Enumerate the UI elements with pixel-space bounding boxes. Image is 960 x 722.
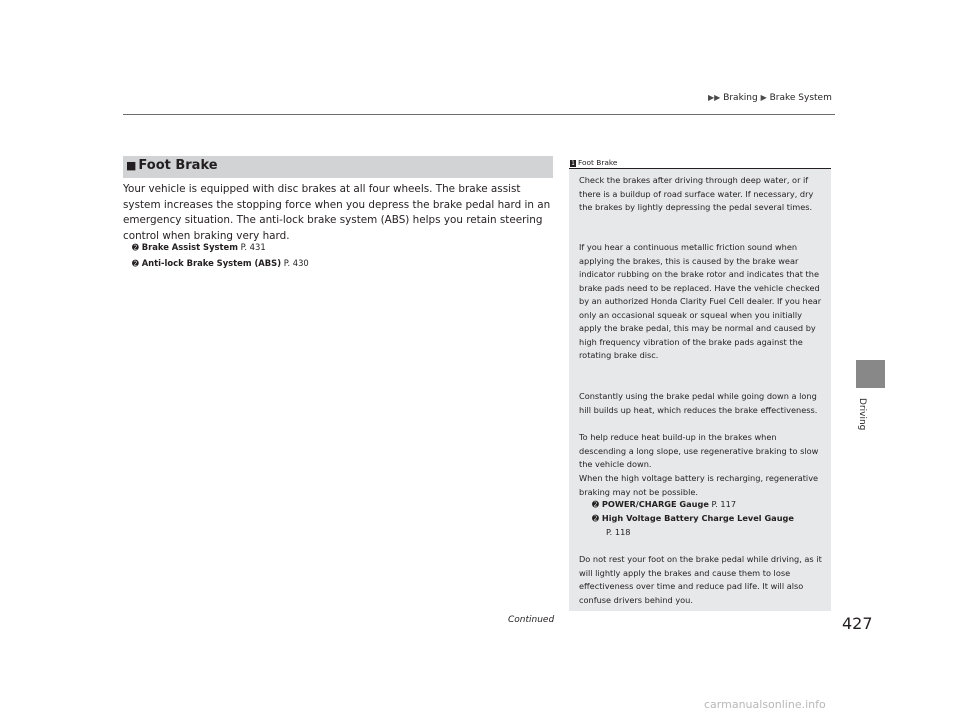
header-divider [123,114,835,115]
xref-abs[interactable] [132,258,309,268]
xref-page: P. 431 [240,242,266,252]
note-title-text: Foot Brake [578,158,618,167]
breadcrumb-arrow-icon: ▶▶ [708,93,721,102]
note-paragraph-2: If you hear a continuous metallic friction sound when applying the brakes, this is caused by the brake wear indicator rubbing on the brake rotor and indicates that the brake pads need to be replaced. Have the vehicle checked by an authorized Honda Clarity Fuel Cell dealer. If you hear only an occasional squeak or squeal when you initially apply the brake pedal, this may be normal and caused by high frequency vibration of the brake pads against the rotating brake disc. [579,242,822,360]
note-xref-battery-gauge[interactable] [592,513,794,523]
xref-arrow-icon: ➋ [132,243,139,252]
xref-arrow-icon: ➋ [592,513,599,523]
note-paragraph-3: Constantly using the brake pedal while going down a long hill builds up heat, which reduces the brake effectiveness. [579,391,818,415]
xref-label: Anti-lock Brake System (ABS) [141,258,282,268]
chapter-tab-marker [856,360,885,388]
note-paragraph-4: To help reduce heat build-up in the brakes when descending a long slope, use regenerative braking to slow the vehicle down. [579,432,819,469]
breadcrumb-item-braking[interactable]: Braking [723,93,758,103]
note-xref-battery-gauge-page[interactable]: P. 118 [606,527,631,537]
xref-brake-assist[interactable] [132,242,266,252]
page-number: 427 [842,614,873,633]
xref-label: Brake Assist System [141,242,238,252]
breadcrumb-item-brake-system[interactable]: Brake System [769,93,832,103]
section-title [126,158,218,173]
watermark: carmanualsonline.info [704,698,826,711]
note-marker-icon: 1 [571,160,575,167]
xref-page: P. 430 [283,258,309,268]
xref-arrow-icon: ➋ [132,259,139,268]
note-xref-power-gauge[interactable] [592,499,736,509]
note-paragraph-5: When the high voltage battery is recharging, regenerative braking may not be possible. [579,473,819,497]
section-title-text: Foot Brake [138,158,218,173]
breadcrumb [708,93,832,103]
xref-arrow-icon: ➋ [592,499,599,509]
continued-label: Continued [508,615,555,625]
xref-label: High Voltage Battery Charge Level Gauge [601,513,794,523]
note-title [570,158,617,167]
note-paragraph-1: Check the brakes after driving through deep water, or if there is a buildup of road surface water. If necessary, dry the brakes by lightly depressing the pedal several times. [579,175,814,212]
xref-label: POWER/CHARGE Gauge [601,499,709,509]
section-square-icon: ■ [126,159,137,172]
note-paragraph-6: Do not rest your foot on the brake pedal while driving, as it will lightly apply the brakes and cause them to lose effectiveness over time and reduce pad life. It will also confuse drivers behind you. [579,554,822,605]
breadcrumb-arrow-icon: ▶ [760,93,767,102]
xref-page: P. 117 [711,499,737,509]
body-paragraph: Your vehicle is equipped with disc brakes at all four wheels. The brake assist system increases the stopping force when you depress the brake pedal hard in an emergency situation. The anti-lock brake system (ABS) helps you retain steering control when braking very hard. [123,183,551,242]
chapter-tab-label: Driving [857,398,867,431]
